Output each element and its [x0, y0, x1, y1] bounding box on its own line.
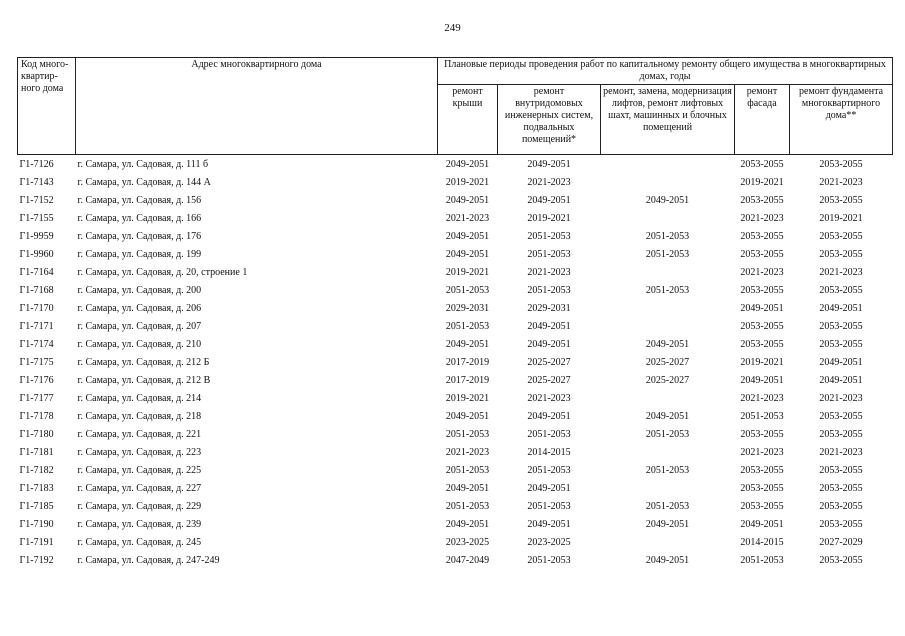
cell-foundation: 2053-2055 — [819, 500, 863, 512]
repair-schedule-table — [17, 57, 893, 569]
cell-lifts — [601, 209, 735, 227]
cell-address: г. Самара, ул. Садовая, д. 218 — [77, 410, 202, 422]
cell-systems: 2049-2051 — [527, 410, 571, 422]
cell-code: Г1-7168 — [19, 284, 54, 296]
cell-address: г. Самара, ул. Садовая, д. 245 — [77, 536, 202, 548]
cell-foundation: 2049-2051 — [819, 356, 863, 368]
table-row — [18, 515, 893, 533]
cell-facade: 2051-2053 — [740, 554, 784, 566]
cell-foundation: 2021-2023 — [819, 446, 863, 458]
cell-roof: 2021-2023 — [445, 212, 490, 224]
cell-lifts — [601, 173, 735, 191]
cell-systems: 2025-2027 — [527, 374, 571, 386]
cell-code: Г1-7177 — [19, 392, 54, 404]
cell-lifts — [601, 299, 735, 317]
cell-address: г. Самара, ул. Садовая, д. 221 — [77, 428, 202, 440]
cell-address: г. Самара, ул. Садовая, д. 176 — [77, 230, 202, 242]
cell-systems: 2021-2023 — [527, 176, 571, 188]
table-row — [18, 479, 893, 497]
cell-facade: 2053-2055 — [740, 248, 784, 260]
cell-systems: 2049-2051 — [527, 194, 571, 206]
cell-address: г. Самара, ул. Садовая, д. 207 — [77, 320, 202, 332]
cell-address: г. Самара, ул. Садовая, д. 225 — [77, 464, 202, 476]
cell-lifts: 2025-2027 — [645, 356, 690, 368]
cell-code: Г1-7180 — [19, 428, 54, 440]
cell-facade: 2021-2023 — [740, 446, 784, 458]
cell-facade: 2053-2055 — [740, 230, 784, 242]
cell-lifts: 2049-2051 — [645, 554, 690, 566]
cell-facade: 2053-2055 — [740, 320, 784, 332]
cell-code: Г1-7190 — [19, 518, 54, 530]
cell-foundation: 2053-2055 — [819, 554, 863, 566]
cell-lifts: 2051-2053 — [645, 500, 690, 512]
table-row — [18, 209, 893, 227]
cell-code: Г1-7152 — [19, 194, 54, 206]
cell-facade: 2053-2055 — [740, 428, 784, 440]
cell-roof: 2047-2049 — [445, 554, 490, 566]
cell-foundation: 2019-2021 — [819, 212, 863, 224]
cell-lifts: 2049-2051 — [645, 194, 690, 206]
cell-lifts — [601, 533, 735, 551]
table-row — [18, 173, 893, 191]
cell-foundation: 2053-2055 — [819, 284, 863, 296]
cell-systems: 2051-2053 — [527, 554, 571, 566]
cell-address: г. Самара, ул. Садовая, д. 227 — [77, 482, 202, 494]
header-lifts: ремонт, замена, модернизация лифтов, ремонт лифтовых шахт, машинных и блочных помещений — [601, 85, 735, 155]
cell-foundation: 2053-2055 — [819, 428, 863, 440]
cell-lifts: 2051-2053 — [645, 428, 690, 440]
cell-systems: 2049-2051 — [527, 320, 571, 332]
cell-systems: 2051-2053 — [527, 464, 571, 476]
cell-systems: 2049-2051 — [527, 482, 571, 494]
cell-code: Г1-7176 — [19, 374, 54, 386]
cell-systems: 2029-2031 — [527, 302, 571, 314]
table-row — [18, 407, 893, 425]
cell-code: Г1-7155 — [19, 212, 54, 224]
cell-foundation: 2053-2055 — [819, 482, 863, 494]
cell-facade: 2053-2055 — [740, 158, 784, 170]
cell-code: Г1-7171 — [19, 320, 54, 332]
cell-lifts: 2025-2027 — [645, 374, 690, 386]
table-row — [18, 335, 893, 353]
cell-foundation: 2053-2055 — [819, 248, 863, 260]
table-row — [18, 461, 893, 479]
cell-foundation: 2053-2055 — [819, 464, 863, 476]
table-row — [18, 443, 893, 461]
cell-roof: 2049-2051 — [445, 338, 490, 350]
cell-address: г. Самара, ул. Садовая, д. 166 — [77, 212, 202, 224]
cell-lifts — [601, 479, 735, 497]
cell-code: Г1-7143 — [19, 176, 54, 188]
cell-address: г. Самара, ул. Садовая, д. 156 — [77, 194, 202, 206]
cell-facade: 2021-2023 — [740, 266, 784, 278]
cell-systems: 2051-2053 — [527, 428, 571, 440]
cell-code: Г1-7183 — [19, 482, 54, 494]
cell-roof: 2051-2053 — [445, 464, 490, 476]
cell-address: г. Самара, ул. Садовая, д. 20, строение 1 — [77, 266, 248, 278]
cell-code: Г1-9959 — [19, 230, 54, 242]
cell-facade: 2053-2055 — [740, 194, 784, 206]
table-row — [18, 191, 893, 209]
page-number: 249 — [444, 22, 461, 34]
cell-facade: 2053-2055 — [740, 500, 784, 512]
cell-lifts — [601, 155, 735, 174]
cell-foundation: 2053-2055 — [819, 410, 863, 422]
cell-systems: 2021-2023 — [527, 266, 571, 278]
cell-foundation: 2053-2055 — [819, 338, 863, 350]
cell-lifts — [601, 389, 735, 407]
cell-foundation: 2021-2023 — [819, 392, 863, 404]
header-foundation: ремонт фундамента многоквартирного дома** — [790, 85, 893, 155]
cell-roof: 2021-2023 — [445, 446, 490, 458]
cell-roof: 2049-2051 — [445, 518, 490, 530]
cell-roof: 2049-2051 — [445, 248, 490, 260]
cell-foundation: 2053-2055 — [819, 320, 863, 332]
cell-foundation: 2021-2023 — [819, 266, 863, 278]
cell-address: г. Самара, ул. Садовая, д. 206 — [77, 302, 202, 314]
cell-roof: 2017-2019 — [445, 374, 490, 386]
cell-systems: 2023-2025 — [527, 536, 571, 548]
cell-code: Г1-7126 — [19, 158, 54, 170]
cell-foundation: 2053-2055 — [819, 518, 863, 530]
table-row — [18, 299, 893, 317]
cell-roof: 2049-2051 — [445, 158, 490, 170]
cell-address: г. Самара, ул. Садовая, д. 144 А — [77, 176, 211, 188]
cell-roof: 2029-2031 — [445, 302, 490, 314]
cell-foundation: 2049-2051 — [819, 374, 863, 386]
header-address: Адрес многоквартирного дома — [76, 58, 438, 155]
cell-roof: 2019-2021 — [445, 176, 490, 188]
cell-roof: 2049-2051 — [445, 194, 490, 206]
cell-systems: 2051-2053 — [527, 230, 571, 242]
cell-code: Г1-7174 — [19, 338, 54, 350]
cell-foundation: 2053-2055 — [819, 194, 863, 206]
cell-code: Г1-7191 — [19, 536, 54, 548]
cell-foundation: 2021-2023 — [819, 176, 863, 188]
cell-lifts: 2049-2051 — [645, 338, 690, 350]
header-code: Код много-квартир-ного дома — [18, 58, 76, 155]
cell-code: Г1-7164 — [19, 266, 54, 278]
cell-address: г. Самара, ул. Садовая, д. 247-249 — [77, 554, 220, 566]
cell-facade: 2019-2021 — [740, 356, 784, 368]
table-row — [18, 227, 893, 245]
cell-systems: 2019-2021 — [527, 212, 571, 224]
cell-code: Г1-7175 — [19, 356, 54, 368]
cell-systems: 2014-2015 — [527, 446, 571, 458]
cell-roof: 2049-2051 — [445, 410, 490, 422]
cell-roof: 2051-2053 — [445, 428, 490, 440]
table-row — [18, 371, 893, 389]
cell-roof: 2051-2053 — [445, 284, 490, 296]
cell-lifts — [601, 317, 735, 335]
cell-facade: 2051-2053 — [740, 410, 784, 422]
header-systems: ремонт внутридомовых инженерных систем, подвальных помещений* — [498, 85, 601, 155]
table-row — [18, 551, 893, 569]
table-body — [18, 155, 893, 570]
table-row — [18, 425, 893, 443]
cell-roof: 2023-2025 — [445, 536, 490, 548]
cell-systems: 2049-2051 — [527, 518, 571, 530]
cell-address: г. Самара, ул. Садовая, д. 111 б — [77, 158, 209, 170]
cell-lifts: 2051-2053 — [645, 284, 690, 296]
cell-foundation: 2053-2055 — [819, 230, 863, 242]
cell-roof: 2017-2019 — [445, 356, 490, 368]
table-row — [18, 317, 893, 335]
cell-roof: 2049-2051 — [445, 482, 490, 494]
table-row — [18, 389, 893, 407]
cell-facade: 2049-2051 — [740, 518, 784, 530]
cell-roof: 2019-2021 — [445, 392, 490, 404]
cell-address: г. Самара, ул. Садовая, д. 239 — [77, 518, 202, 530]
cell-foundation: 2049-2051 — [819, 302, 863, 314]
cell-address: г. Самара, ул. Садовая, д. 212 Б — [77, 356, 210, 368]
cell-code: Г1-7181 — [19, 446, 54, 458]
cell-facade: 2053-2055 — [740, 284, 784, 296]
cell-code: Г1-7178 — [19, 410, 54, 422]
cell-code: Г1-7170 — [19, 302, 54, 314]
cell-facade: 2049-2051 — [740, 302, 784, 314]
table-row — [18, 353, 893, 371]
cell-lifts — [601, 263, 735, 281]
cell-roof: 2019-2021 — [445, 266, 490, 278]
table-row — [18, 245, 893, 263]
table-row — [18, 533, 893, 551]
cell-facade: 2053-2055 — [740, 464, 784, 476]
cell-facade: 2021-2023 — [740, 392, 784, 404]
cell-systems: 2051-2053 — [527, 500, 571, 512]
cell-facade: 2053-2055 — [740, 338, 784, 350]
cell-lifts: 2049-2051 — [645, 518, 690, 530]
cell-lifts: 2051-2053 — [645, 248, 690, 260]
cell-systems: 2049-2051 — [527, 158, 571, 170]
cell-address: г. Самара, ул. Садовая, д. 212 В — [77, 374, 211, 386]
cell-systems: 2049-2051 — [527, 338, 571, 350]
cell-foundation: 2053-2055 — [819, 158, 863, 170]
header-facade: ремонт фасада — [735, 85, 790, 155]
header-periods: Плановые периоды проведения работ по капитальному ремонту общего имущества в многоквартирных домах, годы — [438, 58, 893, 85]
cell-code: Г1-7182 — [19, 464, 54, 476]
header-roof: ремонт крыши — [438, 85, 498, 155]
cell-lifts — [601, 443, 735, 461]
cell-code: Г1-7192 — [19, 554, 54, 566]
cell-facade: 2049-2051 — [740, 374, 784, 386]
cell-address: г. Самара, ул. Садовая, д. 214 — [77, 392, 202, 404]
table-row — [18, 263, 893, 281]
cell-lifts: 2051-2053 — [645, 230, 690, 242]
cell-address: г. Самара, ул. Садовая, д. 200 — [77, 284, 202, 296]
cell-roof: 2051-2053 — [445, 320, 490, 332]
table-row — [18, 155, 893, 174]
cell-facade: 2021-2023 — [740, 212, 784, 224]
cell-systems: 2051-2053 — [527, 284, 571, 296]
cell-address: г. Самара, ул. Садовая, д. 210 — [77, 338, 202, 350]
cell-facade: 2014-2015 — [740, 536, 784, 548]
table-row — [18, 497, 893, 515]
cell-lifts: 2051-2053 — [645, 464, 690, 476]
cell-foundation: 2027-2029 — [819, 536, 863, 548]
cell-address: г. Самара, ул. Садовая, д. 199 — [77, 248, 202, 260]
cell-facade: 2053-2055 — [740, 482, 784, 494]
cell-code: Г1-7185 — [19, 500, 54, 512]
cell-systems: 2021-2023 — [527, 392, 571, 404]
cell-code: Г1-9960 — [19, 248, 54, 260]
cell-roof: 2051-2053 — [445, 500, 490, 512]
cell-roof: 2049-2051 — [445, 230, 490, 242]
cell-address: г. Самара, ул. Садовая, д. 223 — [77, 446, 202, 458]
cell-address: г. Самара, ул. Садовая, д. 229 — [77, 500, 202, 512]
cell-facade: 2019-2021 — [740, 176, 784, 188]
table-row — [18, 281, 893, 299]
cell-systems: 2025-2027 — [527, 356, 571, 368]
cell-systems: 2051-2053 — [527, 248, 571, 260]
cell-lifts: 2049-2051 — [645, 410, 690, 422]
